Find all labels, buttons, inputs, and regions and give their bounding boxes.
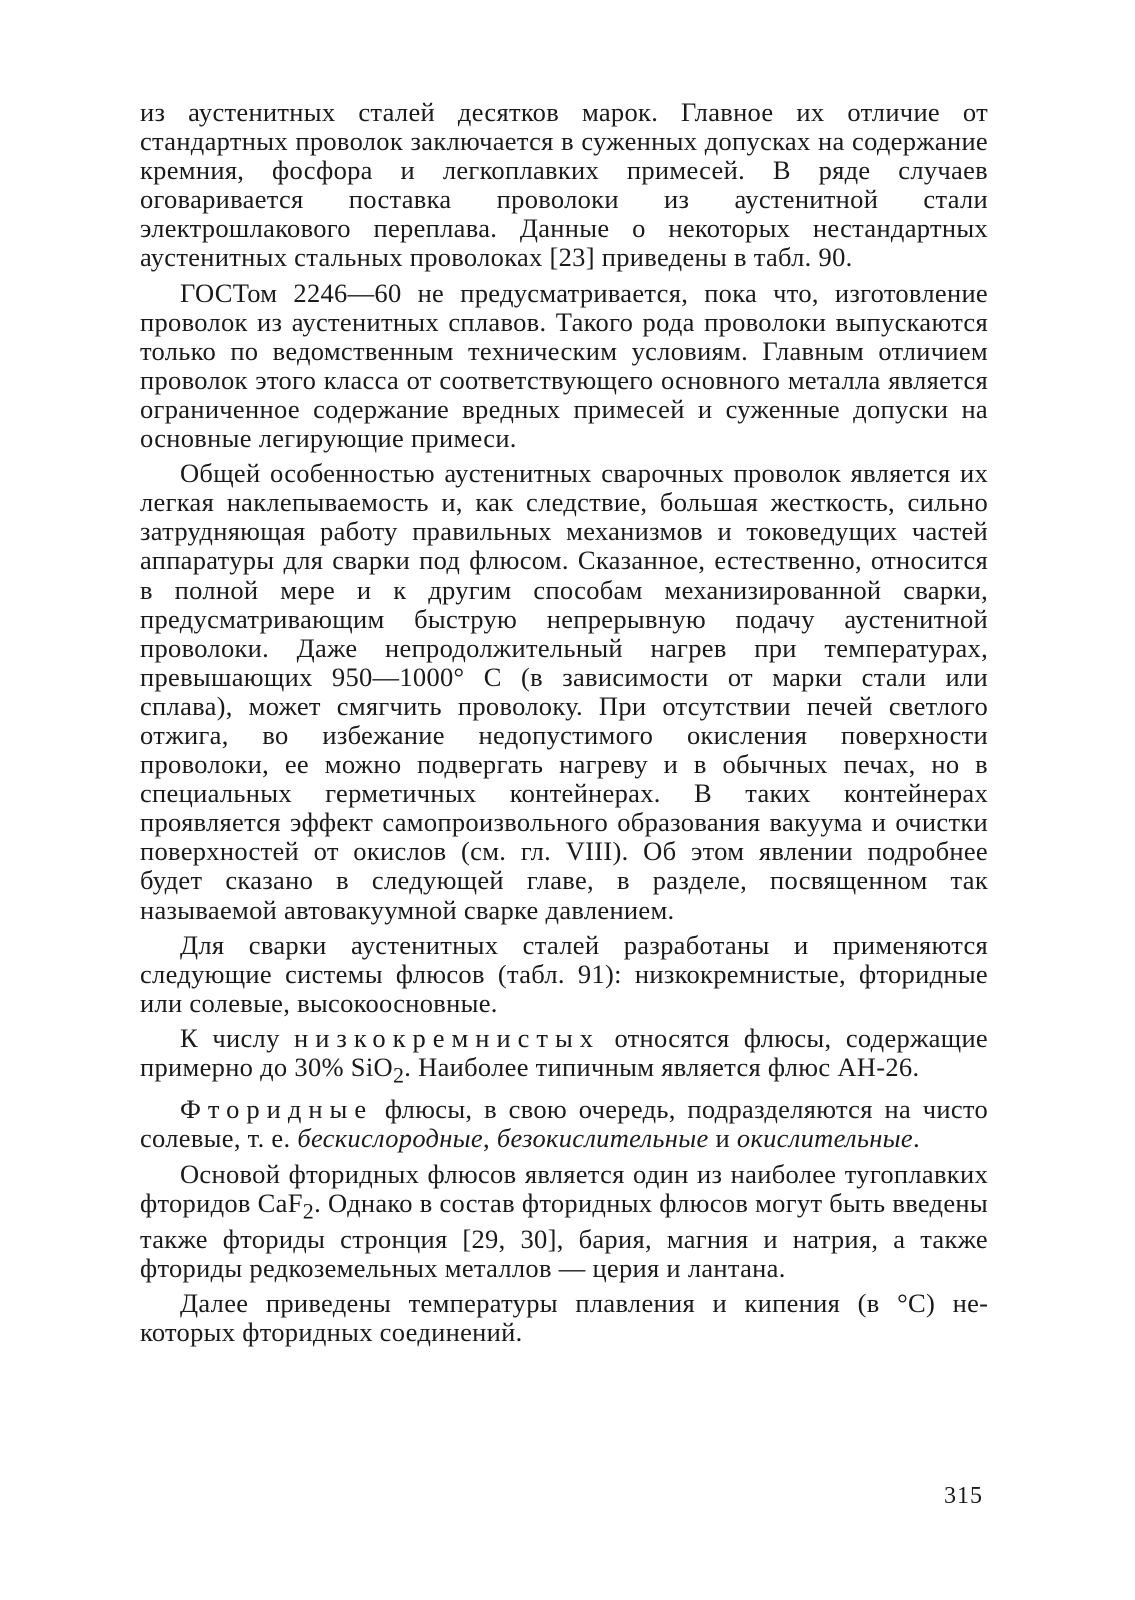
paragraph-3: Общей особенностью аустенитных сварочных проволок является их легкая наклепываемость и, как следствие, большая жесткость, сильно затрудняющая работу правильных механизмов и токоведущих частей аппаратуры для сварки под флюсом. Сказанное, естественно, относится в полной мере и к другим способам механизированной сварки, предусматривающим быструю непрерывную подачу аустенитной проволоки. Даже непродолжительный нагрев при температурах, превышающих 950—1000° С (в зависимости от марки стали или сплава), может смягчить проволоку. При отсутствии печей светлого отжига, во избежание недопустимого окисления поверхности проволоки, ее можно подвергать нагреву и в обычных печах, но в специальных герметичных контейнерах. В таких контейнерах проявляется эффект самопроизвольного образования вакуума и очистки поверхностей от окислов (см. гл. VIII). Об этом явлении подробнее будет сказано в следующей главе, в разделе, посвященном так называемой автовакуумной сварке давлением.: [140, 458, 988, 925]
paragraph-4: Для сварки аустенитных сталей разработаны и применяются следующие системы флюсов (табл. 91): низкокремнистые, фторидные или солевые, высокоосновные.: [140, 929, 988, 1018]
p6-comma: ,: [482, 1123, 497, 1154]
subscript-2: 2: [302, 1197, 315, 1223]
paragraph-8: Далее приведены температуры плавления и кипения (в °С) некоторых фторидных соединений.: [140, 1288, 988, 1348]
paragraph-2: ГОСТом 2246—60 не предусматривается, пока что, изготовление проволок из аустенитных сплавов. Такого рода проволоки выпускаются только по ведомственным техническим условиям. Главным отличием проволок этого класса от соответствующего основного металла является ограниченное содержание вредных примесей и суженные допуски на основные легирующие примеси.: [140, 277, 988, 454]
paragraph-6: [140, 1095, 988, 1153]
italic-term-oxidizing: окислительные: [736, 1123, 913, 1154]
p7-tail: . Однако в состав фторидных флюсов могут быть введены также фториды стронция [29, 30], бария, магния и натрия, а также фториды редкоземельных металлов — церия и лантана.: [140, 1187, 988, 1284]
italic-term-oxygen-free: бескислородные: [297, 1123, 483, 1154]
paragraph-7: [140, 1160, 988, 1284]
page-number: 315: [944, 1483, 983, 1509]
p6-text: флюсы, в свою очередь, подразделяются на чисто солевые, т. е.: [140, 1094, 988, 1154]
p7-text: Основой фторидных флюсов является один из наиболее тугоплавких фторидов CaF: [140, 1158, 988, 1218]
spaced-term-fluoride: Фторидные: [180, 1094, 374, 1125]
paragraph-5: [140, 1024, 988, 1089]
p5-tail: . Наиболее типичным является флюс АН-26.: [404, 1052, 920, 1082]
body-text: [140, 98, 988, 1347]
spaced-term-low-silicon: низкокремнистых: [294, 1022, 601, 1053]
italic-term-non-oxidizing: безокислительные: [496, 1123, 709, 1154]
p6-and: и: [708, 1123, 737, 1154]
p5-lead: К числу: [180, 1022, 295, 1053]
subscript-2: 2: [392, 1062, 405, 1088]
paragraph-1: из аустенитных сталей десятков марок. Главное их отличие от стандартных проволок заключается в суженных допусках на содержание кремния, фосфора и легкоплавких примесей. В ряде случаев оговаривается поставка проволоки из аустенитной стали электрошлакового переплава. Данные о некоторых нестандартных аустенитных стальных проволоках [23] приведены в табл. 90.: [140, 97, 988, 273]
p6-end: .: [912, 1123, 920, 1154]
p5-text: относятся флюсы, содержащие примерно до 30% SiO: [140, 1022, 988, 1082]
